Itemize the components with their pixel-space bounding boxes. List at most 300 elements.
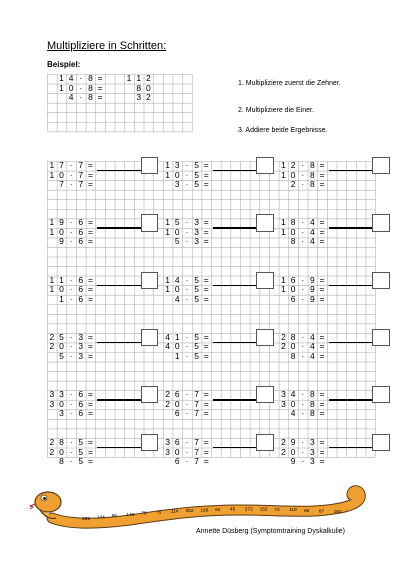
problem-digit: 2 xyxy=(281,446,286,457)
example-digit: 1 xyxy=(59,82,64,93)
problem-digit: 8 xyxy=(59,436,64,447)
problem-digit: 1 xyxy=(174,331,180,342)
problem-digit: = xyxy=(319,408,325,419)
problem-digit: · xyxy=(69,236,73,247)
problem-digit: 1 xyxy=(281,226,286,237)
problem-digit: · xyxy=(301,446,305,457)
answer-line xyxy=(213,170,257,171)
problem-digit: · xyxy=(69,284,73,295)
answer-line xyxy=(329,399,373,400)
problem-digit: 0 xyxy=(59,398,64,409)
problem-digit: · xyxy=(301,341,305,352)
example-digit: 1 xyxy=(59,73,64,83)
problem-digit: 0 xyxy=(290,169,296,180)
problem-digit: = xyxy=(87,398,93,409)
problem-digit: 3 xyxy=(78,331,84,342)
problem-digit: = xyxy=(319,398,325,409)
problem-digit: = xyxy=(319,446,325,457)
problem-digit: 7 xyxy=(59,160,64,170)
problem-digit: = xyxy=(87,179,93,190)
check-box[interactable] xyxy=(372,272,389,289)
problem-digit: = xyxy=(87,389,93,400)
problem-digit: 1 xyxy=(49,217,55,228)
problem-digit: 7 xyxy=(194,398,199,409)
example-result-digit: 1 xyxy=(126,73,132,83)
problem-digit: = xyxy=(203,236,209,247)
answer-line xyxy=(329,285,373,286)
check-box[interactable] xyxy=(141,329,158,346)
problem-digit: 6 xyxy=(78,284,84,295)
check-box[interactable] xyxy=(141,157,158,174)
problem-digit: = xyxy=(319,217,325,228)
problem-digit: 3 xyxy=(194,226,199,237)
problem-digit: · xyxy=(69,436,73,447)
page-title: Multipliziere in Schritten: xyxy=(47,40,167,52)
problem-digit: 7 xyxy=(78,169,84,180)
check-box[interactable] xyxy=(372,386,389,403)
check-box[interactable] xyxy=(256,157,273,174)
problem-digit: 2 xyxy=(165,389,170,400)
problem-digit: · xyxy=(301,436,305,447)
problem-digit: 7 xyxy=(78,179,84,190)
problem-digit: 4 xyxy=(290,389,296,400)
problem-digit: 2 xyxy=(49,446,55,457)
problem-digit: = xyxy=(87,351,93,361)
example-result-digit: 0 xyxy=(145,82,151,93)
answer-line xyxy=(329,447,373,448)
problem-digit: 7 xyxy=(59,179,64,190)
problem-digit: 0 xyxy=(59,284,64,295)
problem-digit: 3 xyxy=(59,389,64,400)
problem-digit: 7 xyxy=(194,389,199,400)
problem-digit: 0 xyxy=(174,284,180,295)
problem-digit: · xyxy=(301,217,305,228)
problem-digit: 3 xyxy=(174,179,180,190)
problem-digit: 0 xyxy=(174,341,180,352)
problem-digit: = xyxy=(87,331,93,342)
problem-digit: · xyxy=(69,169,73,180)
problem-digit: 3 xyxy=(165,436,170,447)
problem-digit: 1 xyxy=(49,160,55,170)
check-box[interactable] xyxy=(256,329,273,346)
problem-digit: 8 xyxy=(310,160,315,170)
problem-digit: 0 xyxy=(290,398,296,409)
snake-number: 96 xyxy=(111,514,117,520)
check-box[interactable] xyxy=(256,272,273,289)
problem-digit: · xyxy=(69,274,73,285)
problem-digit: = xyxy=(87,274,93,285)
example-digit: 4 xyxy=(68,92,74,103)
snake-number: 72 xyxy=(274,507,280,513)
problem-digit: · xyxy=(69,351,73,361)
answer-line xyxy=(213,399,257,400)
problem-digit: = xyxy=(203,351,209,361)
example-digit: = xyxy=(97,82,103,93)
problem-digit: 3 xyxy=(194,236,199,247)
problem-digit: 8 xyxy=(310,398,315,409)
check-box[interactable] xyxy=(141,214,158,231)
problem-digit: 2 xyxy=(49,436,55,447)
problem-digit: · xyxy=(185,408,189,419)
problem-digit: 3 xyxy=(310,446,315,457)
problem-digit: · xyxy=(185,456,189,467)
answer-line xyxy=(97,170,141,171)
problem-digit: 6 xyxy=(290,274,296,285)
problem-digit: · xyxy=(185,351,189,361)
problem-digit: = xyxy=(87,408,93,419)
problem-digit: · xyxy=(301,398,305,409)
snake-number: 65 xyxy=(304,508,310,514)
problem-digit: · xyxy=(301,408,305,419)
problem-digit: 0 xyxy=(59,226,64,237)
answer-line xyxy=(97,447,141,448)
problem-digit: 0 xyxy=(290,341,296,352)
problem-digit: = xyxy=(319,456,325,467)
problem-digit: = xyxy=(203,274,209,285)
problem-digit: 8 xyxy=(310,179,315,190)
problem-digit: 0 xyxy=(59,446,64,457)
problem-digit: · xyxy=(185,226,189,237)
problem-digit: 1 xyxy=(49,169,55,180)
answer-line xyxy=(213,285,257,286)
problem-digit: 3 xyxy=(310,456,315,467)
problem-digit: 3 xyxy=(281,389,286,400)
problem-digit: · xyxy=(301,293,305,304)
problem-digit: 4 xyxy=(310,341,315,352)
problem-digit: 6 xyxy=(174,408,180,419)
problem-digit: 8 xyxy=(290,217,296,228)
problem-digit: 5 xyxy=(194,179,199,190)
problem-digit: · xyxy=(185,436,189,447)
problem-digit: = xyxy=(319,226,325,237)
example-digit: 4 xyxy=(68,73,74,83)
problem-digit: = xyxy=(87,341,93,352)
problem-digit: 2 xyxy=(281,341,286,352)
problem-digit: 9 xyxy=(310,274,315,285)
snake-number: 205 xyxy=(82,517,91,522)
problem-digit: = xyxy=(319,179,325,190)
problem-digit: · xyxy=(69,179,73,190)
check-box[interactable] xyxy=(256,434,273,451)
problem-digit: · xyxy=(301,284,305,295)
problem-digit: · xyxy=(185,160,189,170)
problem-digit: = xyxy=(87,169,93,180)
problem-digit: 1 xyxy=(165,274,170,285)
problem-digit: 4 xyxy=(174,274,180,285)
problem-digit: · xyxy=(301,236,305,247)
problem-digit: = xyxy=(87,293,93,304)
problem-digit: · xyxy=(185,293,189,304)
problem-digit: = xyxy=(203,217,209,228)
problem-digit: 7 xyxy=(78,160,84,170)
problem-digit: = xyxy=(203,446,209,457)
problem-digit: 0 xyxy=(59,169,64,180)
problem-digit: 3 xyxy=(194,217,199,228)
problem-digit: 9 xyxy=(59,236,64,247)
problem-digit: = xyxy=(203,331,209,342)
problem-digit: · xyxy=(301,331,305,342)
problem-digit: · xyxy=(301,274,305,285)
problem-digit: = xyxy=(87,217,93,228)
problem-digit: · xyxy=(69,293,73,304)
problem-digit: 3 xyxy=(49,398,55,409)
problem-digit: 9 xyxy=(290,456,296,467)
problem-digit: · xyxy=(185,446,189,457)
snake-number: 75 xyxy=(156,510,162,516)
author-credit: Annette Düsberg (Symptomtraining Dyskalkulie) xyxy=(196,528,346,535)
problem-digit: 4 xyxy=(310,217,315,228)
problem-digit: 4 xyxy=(165,341,170,352)
problem-digit: 2 xyxy=(49,341,55,352)
snake-number: 182 xyxy=(333,510,342,516)
problem-digit: 5 xyxy=(78,436,84,447)
problem-digit: = xyxy=(319,293,325,304)
problem-digit: 3 xyxy=(165,446,170,457)
problem-digit: 1 xyxy=(165,284,170,295)
problem-digit: · xyxy=(185,398,189,409)
problem-digit: 6 xyxy=(78,408,84,419)
problem-digit: 2 xyxy=(290,179,296,190)
problem-digit: = xyxy=(319,160,325,170)
problem-digit: 9 xyxy=(310,284,315,295)
example-digit: 8 xyxy=(88,73,93,83)
problem-digit: · xyxy=(185,236,189,247)
problem-digit: 1 xyxy=(174,351,180,361)
problem-digit: = xyxy=(87,160,93,170)
problem-digit: = xyxy=(319,236,325,247)
problem-digit: 6 xyxy=(78,274,84,285)
problem-digit: = xyxy=(203,341,209,352)
problem-digit: · xyxy=(69,341,73,352)
problem-digit: = xyxy=(203,179,209,190)
problem-digit: 1 xyxy=(59,274,64,285)
problem-digit: = xyxy=(87,456,93,467)
snake-number: 140 xyxy=(126,512,135,518)
problem-digit: · xyxy=(185,274,189,285)
check-box[interactable] xyxy=(141,272,158,289)
problem-digit: 5 xyxy=(194,169,199,180)
problem-digit: 7 xyxy=(194,408,199,419)
problem-digit: · xyxy=(185,341,189,352)
problem-digit: = xyxy=(319,169,325,180)
example-result-digit: 2 xyxy=(145,73,151,83)
example-result-digit: 8 xyxy=(136,82,142,93)
problem-digit: 2 xyxy=(165,398,170,409)
problem-digit: = xyxy=(203,284,209,295)
problem-digit: · xyxy=(69,160,73,170)
problem-digit: · xyxy=(69,446,73,457)
problem-digit: · xyxy=(301,456,305,467)
problem-digit: = xyxy=(319,341,325,352)
problem-digit: 5 xyxy=(59,331,64,342)
answer-line xyxy=(213,342,257,343)
problem-digit: · xyxy=(185,389,189,400)
problem-digit: 8 xyxy=(59,456,64,467)
problem-digit: 0 xyxy=(290,226,296,237)
problem-digit: 0 xyxy=(174,169,180,180)
problem-digit: · xyxy=(301,169,305,180)
problem-digit: 3 xyxy=(49,389,55,400)
problem-digit: · xyxy=(301,160,305,170)
instruction-3: 3. Addiere beide Ergebnisse. xyxy=(238,127,328,134)
problem-digit: 5 xyxy=(194,293,199,304)
example-digit: · xyxy=(79,73,83,83)
problem-digit: = xyxy=(203,293,209,304)
example-digit: 0 xyxy=(68,82,74,93)
problem-digit: · xyxy=(301,389,305,400)
problem-digit: = xyxy=(319,351,325,361)
problem-digit: · xyxy=(185,217,189,228)
problem-digit: = xyxy=(319,436,325,447)
problem-digit: = xyxy=(203,169,209,180)
problem-digit: 4 xyxy=(310,351,315,361)
problem-digit: 1 xyxy=(49,226,55,237)
example-result-digit: 2 xyxy=(145,92,151,103)
problem-digit: 8 xyxy=(290,331,296,342)
problem-digit: · xyxy=(185,331,189,342)
problem-digit: 5 xyxy=(194,351,199,361)
answer-line xyxy=(329,342,373,343)
problem-digit: = xyxy=(87,226,93,237)
example-digit: · xyxy=(79,82,83,93)
problem-digit: = xyxy=(87,446,93,457)
check-box[interactable] xyxy=(141,434,158,451)
example-digit: 8 xyxy=(88,82,93,93)
example-result-digit: 3 xyxy=(136,92,142,103)
problem-digit: 0 xyxy=(290,446,296,457)
instruction-1: 1. Multipliziere zuerst die Zehner. xyxy=(238,80,341,87)
snake-number: 198 xyxy=(200,508,209,514)
answer-line xyxy=(97,342,141,343)
problem-digit: 3 xyxy=(310,436,315,447)
problem-digit: 0 xyxy=(174,398,180,409)
problem-digit: 7 xyxy=(194,446,199,457)
problem-digit: = xyxy=(319,274,325,285)
problem-digit: 5 xyxy=(78,456,84,467)
problem-digit: · xyxy=(69,408,73,419)
problem-digit: 9 xyxy=(310,293,315,304)
problem-digit: 1 xyxy=(165,226,170,237)
check-box[interactable] xyxy=(372,214,389,231)
answer-line xyxy=(97,227,141,228)
problem-digit: · xyxy=(69,331,73,342)
problem-digit: 2 xyxy=(49,331,55,342)
problem-digit: 3 xyxy=(78,341,84,352)
snake-number: 144 xyxy=(96,515,105,521)
problem-digit: 5 xyxy=(194,160,199,170)
problem-digit: 5 xyxy=(194,284,199,295)
check-box[interactable] xyxy=(256,386,273,403)
problem-digit: 1 xyxy=(59,293,64,304)
snake-number: 152 xyxy=(259,507,268,513)
problem-digit: 3 xyxy=(281,398,286,409)
problem-digit: = xyxy=(203,389,209,400)
example-label: Beispiel: xyxy=(47,60,81,69)
problem-digit: · xyxy=(69,456,73,467)
problem-digit: = xyxy=(203,456,209,467)
problem-digit: · xyxy=(185,284,189,295)
problem-digit: 1 xyxy=(281,217,286,228)
snake-number: 114 xyxy=(170,509,179,515)
problem-digit: 8 xyxy=(310,389,315,400)
problem-digit: 2 xyxy=(281,331,286,342)
problem-digit: = xyxy=(87,236,93,247)
problem-digit: = xyxy=(319,389,325,400)
example-result-digit: 1 xyxy=(136,73,142,83)
snake-number: 87 xyxy=(318,509,325,515)
check-box[interactable] xyxy=(256,214,273,231)
problem-digit: 1 xyxy=(165,217,170,228)
problem-digit: = xyxy=(87,284,93,295)
check-box[interactable] xyxy=(372,329,389,346)
problem-digit: 0 xyxy=(290,284,296,295)
problem-digit: 6 xyxy=(78,236,84,247)
problem-digit: 8 xyxy=(310,169,315,180)
snake-number: 45 xyxy=(230,507,236,513)
problem-digit: 1 xyxy=(281,284,286,295)
problem-digit: · xyxy=(301,179,305,190)
problem-digit: · xyxy=(301,351,305,361)
problem-digit: 0 xyxy=(174,446,180,457)
problem-digit: 1 xyxy=(165,169,170,180)
answer-line xyxy=(329,227,373,228)
snake-number: 64 xyxy=(215,507,221,513)
problem-digit: 8 xyxy=(290,236,296,247)
snake-number: 252 xyxy=(185,508,194,514)
problem-digit: 4 xyxy=(290,408,296,419)
check-box[interactable] xyxy=(372,434,389,451)
problem-digit: 6 xyxy=(174,389,180,400)
example-digit: 8 xyxy=(88,92,93,103)
problem-digit: 4 xyxy=(165,331,170,342)
problem-digit: 4 xyxy=(310,226,315,237)
problem-digit: · xyxy=(185,169,189,180)
problem-digit: 6 xyxy=(290,293,296,304)
problem-digit: 8 xyxy=(290,351,296,361)
problem-digit: = xyxy=(319,331,325,342)
check-box[interactable] xyxy=(141,386,158,403)
problem-digit: 6 xyxy=(174,456,180,467)
problem-digit: 7 xyxy=(194,456,199,467)
problem-digit: 5 xyxy=(194,341,199,352)
problem-digit: 1 xyxy=(165,160,170,170)
problem-digit: 1 xyxy=(281,160,286,170)
problem-digit: 2 xyxy=(290,160,296,170)
problem-digit: 1 xyxy=(281,274,286,285)
problem-digit: 5 xyxy=(78,446,84,457)
check-box[interactable] xyxy=(372,157,389,174)
problem-digit: · xyxy=(185,179,189,190)
problem-digit: = xyxy=(87,436,93,447)
snake-number: 272 xyxy=(244,507,253,513)
problem-digit: 4 xyxy=(174,293,180,304)
problem-digit: 5 xyxy=(194,274,199,285)
instruction-2: 2. Multipliziere die Einer. xyxy=(238,107,314,114)
snake-number: 119 xyxy=(289,508,297,514)
problem-digit: 6 xyxy=(78,389,84,400)
problem-digit: 0 xyxy=(59,341,64,352)
problem-digit: = xyxy=(203,226,209,237)
problem-digit: 9 xyxy=(290,436,296,447)
problem-digit: = xyxy=(319,284,325,295)
problem-digit: · xyxy=(69,398,73,409)
problem-digit: 2 xyxy=(281,436,286,447)
problem-digit: = xyxy=(203,408,209,419)
answer-line xyxy=(213,447,257,448)
problem-digit: 3 xyxy=(78,351,84,361)
problem-digit: = xyxy=(203,436,209,447)
problem-digit: 1 xyxy=(49,274,55,285)
